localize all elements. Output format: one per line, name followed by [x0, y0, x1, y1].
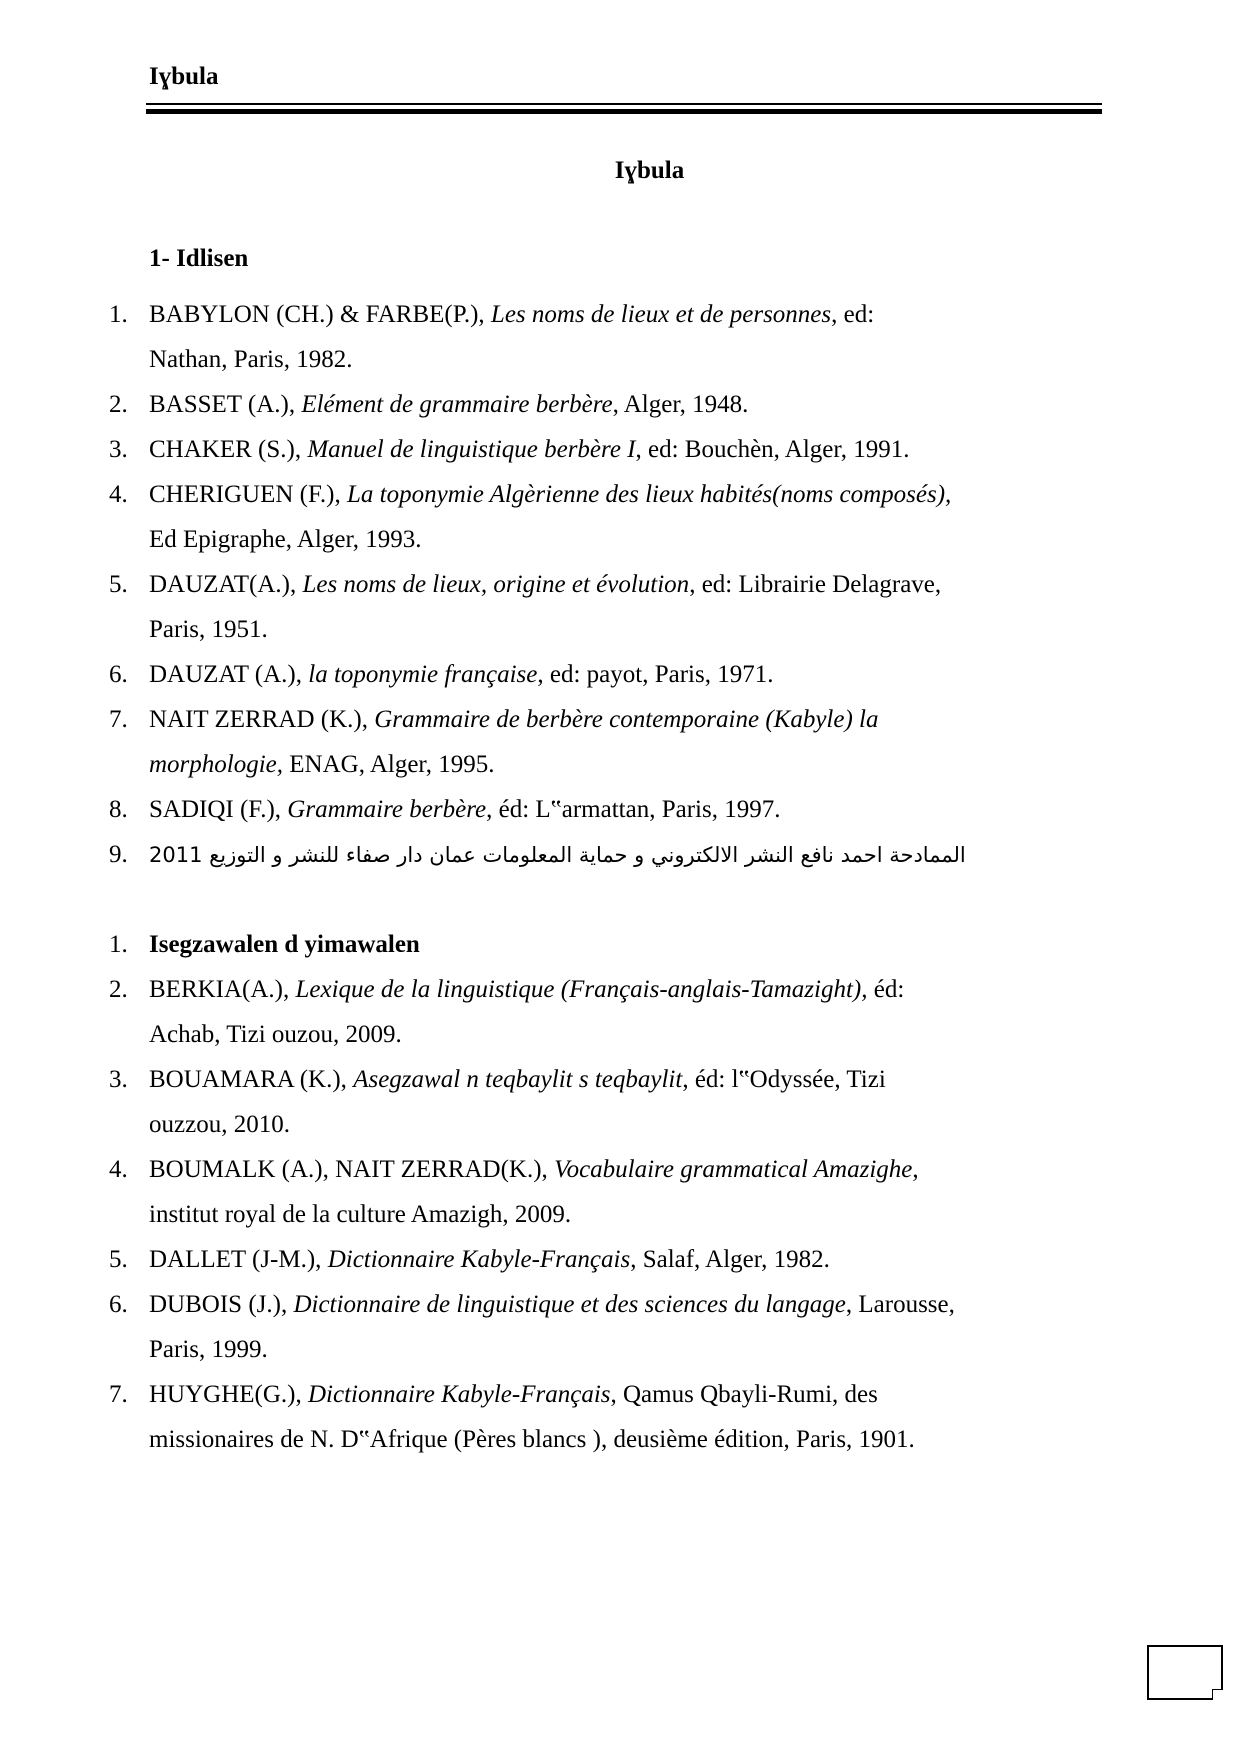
- entry-continuation: Ed Epigraphe, Alger, 1993.: [149, 526, 422, 553]
- entry-title: Lexique de la linguistique (Français-anglais-Tamazight),: [295, 976, 868, 1003]
- entry-rest: , Qamus Qbayli-Rumi, des: [610, 1381, 878, 1408]
- entry-author: SADIQI (F.),: [149, 796, 288, 823]
- entry-rest: , ed: Librairie Delagrave,: [689, 571, 942, 598]
- entry-number: 1.: [109, 301, 128, 328]
- entry-title: La toponymie Algèrienne des lieux habités(noms composés),: [347, 481, 952, 508]
- entry-rest: ,: [912, 1156, 919, 1183]
- entry-author: BABYLON (CH.) & FARBE(P.),: [149, 301, 491, 328]
- entry-number: 9.: [109, 841, 128, 868]
- entry-author: BASSET (A.),: [149, 391, 302, 418]
- entry-number: 2.: [109, 391, 128, 418]
- entry-rest: , Alger, 1948.: [612, 391, 749, 418]
- entry-rest: , ed:: [831, 301, 875, 328]
- entry-title: Dictionnaire Kabyle-Français: [327, 1246, 631, 1273]
- entry-title: Les noms de lieux, origine et évolution: [302, 571, 690, 598]
- entry-title: Dictionnaire Kabyle-Français: [308, 1381, 611, 1408]
- entry-title: la toponymie française: [308, 661, 538, 688]
- entry-arabic-text: الممادحة احمد نافع النشر الالكتروني و حماية المعلومات عمان دار صفاء للنشر و التوزيع 2011: [149, 843, 966, 867]
- header-rule: [146, 103, 1102, 114]
- entry-author: NAIT ZERRAD (K.),: [149, 706, 375, 733]
- entry-author: BOUAMARA (K.),: [149, 1066, 354, 1093]
- bib-entry: [109, 1145, 919, 1195]
- entry-number: 2.: [109, 976, 128, 1003]
- bib-entry: [109, 290, 874, 340]
- entry-continuation: Paris, 1951.: [149, 616, 268, 643]
- entry-rest: , Larousse,: [845, 1291, 955, 1318]
- entry-continuation-rest: ENAG, Alger, 1995.: [283, 751, 495, 778]
- entry-author: CHERIGUEN (F.),: [149, 481, 347, 508]
- entry-number: 8.: [109, 796, 128, 823]
- section-heading-idlisen: 1- Idlisen: [149, 245, 249, 272]
- entry-author: DAUZAT (A.),: [149, 661, 309, 688]
- bib-entry: [109, 830, 1029, 880]
- entry-title: Asegzawal n teqbaylit s teqbaylit: [353, 1066, 683, 1093]
- bib-entry: [109, 650, 773, 700]
- entry-number: 3.: [109, 436, 128, 463]
- entry-title: Dictionnaire de linguistique et des sciences du langage: [293, 1291, 846, 1318]
- entry-author: DUBOIS (J.),: [149, 1291, 294, 1318]
- section-heading-isegzawalen: Isegzawalen d yimawalen: [149, 931, 420, 958]
- bib-entry: [109, 1235, 830, 1285]
- bib-entry: [109, 695, 879, 745]
- entry-continuation: missionaires de N. D‟Afrique (Pères blancs ), deusième édition, Paris, 1901.: [149, 1426, 915, 1453]
- entry-number: 3.: [109, 1066, 128, 1093]
- entry-title: Elément de grammaire berbère: [301, 391, 613, 418]
- bib-entry: [109, 1280, 955, 1330]
- bib-entry: [109, 785, 780, 835]
- bib-entry: [109, 1370, 878, 1420]
- entry-rest: , ed: Bouchèn, Alger, 1991.: [635, 436, 910, 463]
- bib-entry: [109, 425, 909, 475]
- entry-continuation: ouzzou, 2010.: [149, 1111, 290, 1138]
- page-number-box: [1147, 1645, 1223, 1700]
- page-title: Iɣbula: [614, 157, 685, 184]
- entry-number: 7.: [109, 706, 128, 733]
- entry-continuation: institut royal de la culture Amazigh, 2009.: [149, 1201, 572, 1228]
- bib-entry: [109, 470, 951, 520]
- entry-continuation: [149, 740, 495, 790]
- entry-number: 5.: [109, 1246, 128, 1273]
- entry-author: HUYGHE(G.),: [149, 1381, 308, 1408]
- entry-continuation-title: morphologie,: [149, 751, 284, 778]
- entry-author: DAUZAT(A.),: [149, 571, 303, 598]
- entry-number: 4.: [109, 1156, 128, 1183]
- entry-number: 1.: [109, 931, 128, 958]
- entry-title: Les noms de lieux et de personnes: [490, 301, 832, 328]
- bib-entry: [109, 560, 941, 610]
- page-corner-fold-icon: [1212, 1689, 1223, 1700]
- entry-title: Vocabulaire grammatical Amazighe: [554, 1156, 913, 1183]
- bib-entry: [109, 920, 420, 970]
- bib-entry: [109, 1055, 886, 1105]
- entry-author: BERKIA(A.),: [149, 976, 296, 1003]
- bib-entry: [109, 965, 904, 1015]
- entry-number: 7.: [109, 1381, 128, 1408]
- entry-rest: , éd: l‟Odyssée, Tizi: [682, 1066, 886, 1093]
- entry-rest: éd:: [867, 976, 905, 1003]
- bib-entry: [109, 380, 748, 430]
- entry-title: Manuel de linguistique berbère I: [307, 436, 636, 463]
- entry-number: 6.: [109, 1291, 128, 1318]
- entry-title: Grammaire de berbère contemporaine (Kabyle) la: [374, 706, 879, 733]
- entry-author: DALLET (J-M.),: [149, 1246, 328, 1273]
- entry-rest: , éd: L‟armattan, Paris, 1997.: [486, 796, 781, 823]
- entry-number: 6.: [109, 661, 128, 688]
- entry-number: 4.: [109, 481, 128, 508]
- entry-continuation: Paris, 1999.: [149, 1336, 268, 1363]
- entry-continuation: Achab, Tizi ouzou, 2009.: [149, 1021, 402, 1048]
- running-header: Iɣbula: [149, 63, 219, 90]
- entry-title: Grammaire berbère: [287, 796, 487, 823]
- entry-continuation: Nathan, Paris, 1982.: [149, 346, 353, 373]
- entry-number: 5.: [109, 571, 128, 598]
- entry-rest: , ed: payot, Paris, 1971.: [537, 661, 774, 688]
- entry-rest: , Salaf, Alger, 1982.: [630, 1246, 830, 1273]
- entry-author: CHAKER (S.),: [149, 436, 308, 463]
- entry-author: BOUMALK (A.), NAIT ZERRAD(K.),: [149, 1156, 555, 1183]
